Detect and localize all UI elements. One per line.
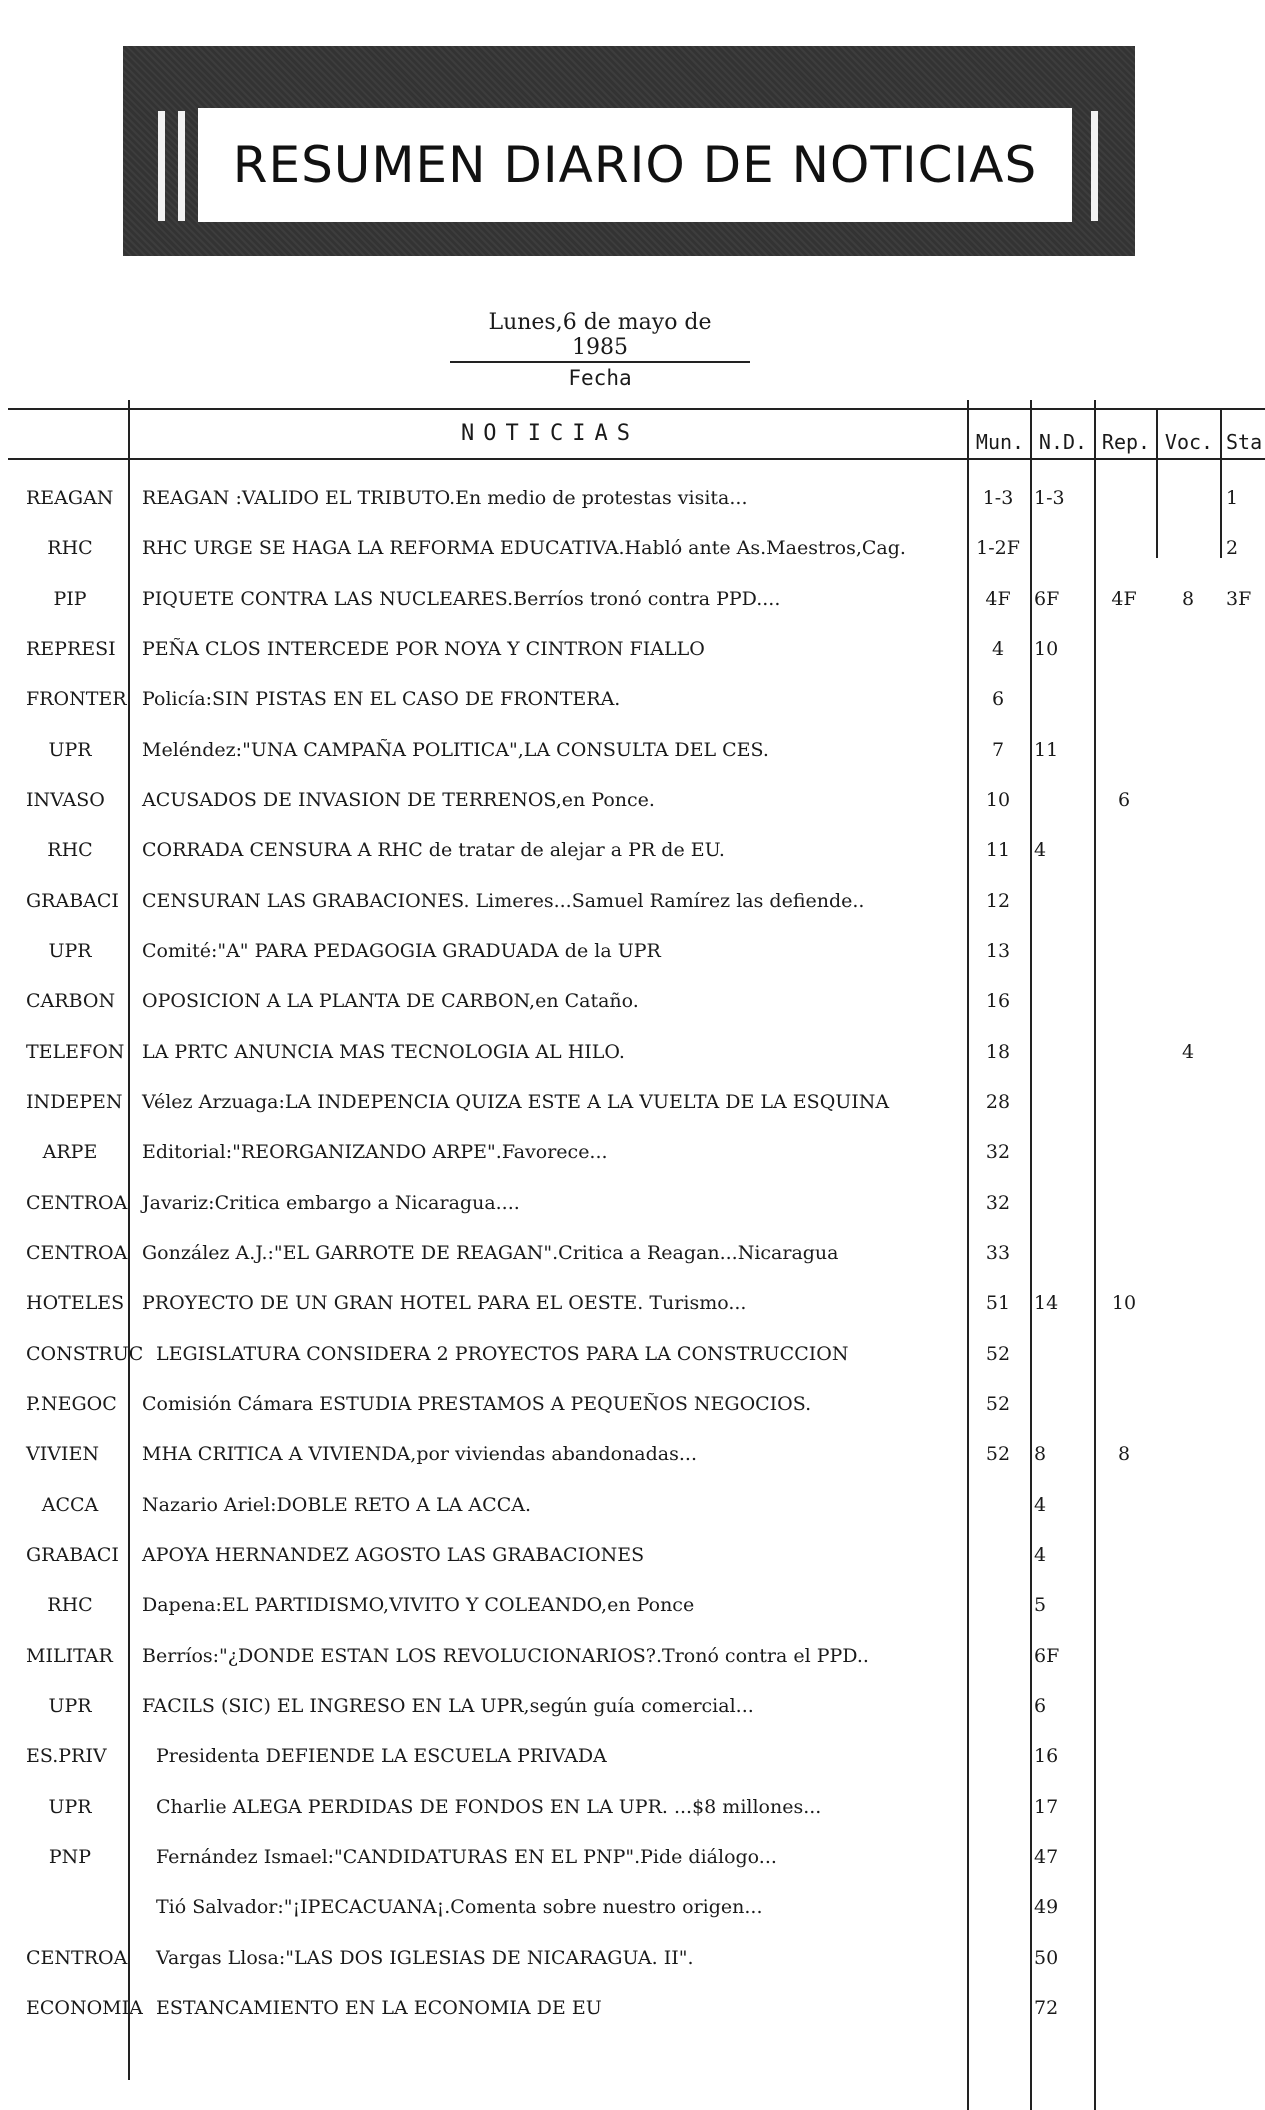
table-row [0,474,1265,524]
row-headline: APOYA HERNANDEZ AGOSTO LAS GRABACIONES [142,1543,645,1566]
table-top-rule [8,408,1265,410]
table-row [0,1581,1265,1631]
table-row [0,524,1265,574]
date-block [450,310,750,390]
row-tag: GRABACI [26,889,119,912]
table-row [0,1682,1265,1732]
date-label: Fecha [568,366,632,390]
row-tag: ES.PRIV [26,1745,107,1768]
row-headline: CENSURAN LAS GRABACIONES. Limeres...Samuel Ramírez las defiende.. [142,889,865,912]
row-tag: CENTROA [26,1191,128,1214]
row-nd-page: 17 [1034,1795,1059,1818]
table-row [0,1179,1265,1229]
row-tag: CENTROA [26,1946,128,1969]
row-headline: PIQUETE CONTRA LAS NUCLEARES.Berríos tronó contra PPD.... [142,587,781,610]
row-headline: Javariz:Critica embargo a Nicaragua.... [142,1191,520,1214]
table-row [0,1430,1265,1480]
row-tag: UPR [48,1694,92,1717]
date-value: Lunes,6 de mayo de 1985 [450,310,750,363]
row-mun-page: 7 [991,738,1005,761]
table-row [0,1984,1265,2034]
column-header-mun: Mun. [975,430,1025,454]
table-row [0,1732,1265,1782]
table-row [0,1632,1265,1682]
row-sta-page: 2 [1226,537,1239,560]
row-headline: Editorial:"REORGANIZANDO ARPE".Favorece... [142,1141,608,1164]
row-mun-page: 1-2F [976,537,1020,560]
row-nd-page: 1-3 [1034,487,1065,509]
row-tag: RHC [47,839,93,862]
row-tag: ACCA [41,1493,99,1516]
row-tag: VIVIEN [26,1443,99,1466]
table-row [0,1783,1265,1833]
row-headline: Vargas Llosa:"LAS DOS IGLESIAS DE NICARAGUA. II". [156,1946,694,1969]
row-tag: HOTELES [26,1292,125,1315]
row-nd-page: 16 [1034,1745,1059,1768]
table-header-rule [8,458,1265,460]
row-mun-page: 32 [985,1191,1011,1214]
row-nd-page: 49 [1034,1896,1059,1919]
row-mun-page: 6 [991,688,1005,711]
row-nd-page: 50 [1034,1946,1059,1969]
row-mun-page: 10 [985,788,1011,811]
row-headline: OPOSICION A LA PLANTA DE CARBON,en Cataño. [142,990,639,1013]
row-headline: CORRADA CENSURA A RHC de tratar de alejar a PR de EU. [142,839,725,862]
row-nd-page: 5 [1034,1594,1047,1617]
row-nd-page: 8 [1034,1443,1047,1466]
row-headline: Charlie ALEGA PERDIDAS DE FONDOS EN LA UPR. ...$8 millones... [156,1795,822,1818]
row-headline: PROYECTO DE UN GRAN HOTEL PARA EL OESTE. Turismo... [142,1292,747,1315]
table-row [0,1128,1265,1178]
column-header-noticias: NOTICIAS [461,421,639,446]
table-row [0,1229,1265,1279]
row-tag: UPR [48,939,92,962]
row-tag: CARBON [26,990,116,1013]
row-tag: FRONTER [26,688,127,711]
row-nd-page: 14 [1034,1292,1059,1315]
row-headline: Berríos:"¿DONDE ESTAN LOS REVOLUCIONARIOS?.Tronó contra el PPD.. [142,1644,869,1667]
row-headline: Policía:SIN PISTAS EN EL CASO DE FRONTERA. [142,688,621,711]
row-mun-page: 52 [985,1342,1011,1365]
row-mun-page: 4F [985,587,1011,610]
row-tag: REAGAN [26,487,114,509]
row-tag: PIP [53,587,87,610]
row-mun-page: 33 [985,1241,1011,1264]
row-sta-page: 1 [1226,487,1239,509]
row-nd-page: 4 [1034,1493,1047,1516]
table-row [0,1934,1265,1984]
row-headline: PEÑA CLOS INTERCEDE POR NOYA Y CINTRON FIALLO [142,637,705,660]
table-row [0,1028,1265,1078]
column-header-voc: Voc. [1164,430,1214,454]
row-nd-page: 4 [1034,1543,1047,1566]
table-row [0,1380,1265,1430]
row-voc-page: 8 [1181,587,1195,610]
row-headline: FACILS (SIC) EL INGRESO EN LA UPR,según guía comercial... [142,1694,754,1717]
row-mun-page: 18 [985,1040,1011,1063]
row-tag: GRABACI [26,1543,119,1566]
row-rep-page: 10 [1111,1292,1137,1315]
column-header-rep: Rep. [1101,430,1151,454]
row-nd-page: 11 [1034,738,1059,761]
row-headline: ACUSADOS DE INVASION DE TERRENOS,en Ponce. [142,788,655,811]
masthead-box [198,108,1072,222]
row-headline: Comité:"A" PARA PEDAGOGIA GRADUADA de la UPR [142,939,661,962]
row-tag: UPR [48,1795,92,1818]
row-headline: LEGISLATURA CONSIDERA 2 PROYECTOS PARA LA CONSTRUCCION [156,1342,849,1365]
row-sta-page: 3F [1226,587,1252,610]
row-headline: MHA CRITICA A VIVIENDA,por viviendas abandonadas... [142,1443,697,1466]
table-row [0,675,1265,725]
row-tag: CONSTRUC [26,1342,144,1365]
row-nd-page: 6F [1034,587,1060,610]
row-nd-page: 10 [1034,637,1059,660]
row-tag: RHC [47,537,93,560]
row-nd-page: 72 [1034,1996,1059,2019]
row-tag: RHC [47,1594,93,1617]
table-row [0,1279,1265,1329]
row-headline: Presidenta DEFIENDE LA ESCUELA PRIVADA [156,1745,607,1768]
table-row [0,726,1265,776]
row-nd-page: 6F [1034,1644,1060,1667]
row-mun-page: 28 [985,1090,1011,1113]
row-tag: TELEFON [26,1040,125,1063]
column-header-sta: Sta [1226,430,1263,454]
row-nd-page: 6 [1034,1694,1047,1717]
table-row [0,1330,1265,1380]
row-mun-page: 52 [985,1392,1011,1415]
table-row [0,927,1265,977]
row-mun-page: 16 [985,990,1011,1013]
row-headline: Comisión Cámara ESTUDIA PRESTAMOS A PEQUEÑOS NEGOCIOS. [142,1392,812,1415]
row-rep-page: 8 [1117,1443,1131,1466]
table-row [0,776,1265,826]
table-row [0,826,1265,876]
row-mun-page: 13 [985,939,1011,962]
row-tag: PNP [48,1845,92,1868]
row-tag: INDEPEN [26,1090,123,1113]
row-tag: ECONOMIA [26,1996,143,2019]
row-tag: INVASO [26,788,105,811]
row-nd-page: 4 [1034,839,1047,862]
row-rep-page: 6 [1117,788,1131,811]
news-table-body [0,474,1265,2034]
table-row [0,877,1265,927]
row-mun-page: 32 [985,1141,1011,1164]
row-tag: MILITAR [26,1644,113,1667]
masthead-banner [123,46,1135,256]
row-tag: ARPE [42,1141,98,1164]
row-mun-page: 51 [985,1292,1011,1315]
row-headline: LA PRTC ANUNCIA MAS TECNOLOGIA AL HILO. [142,1040,625,1063]
row-headline: Fernández Ismael:"CANDIDATURAS EN EL PNP".Pide diálogo... [156,1845,777,1868]
table-row [0,625,1265,675]
column-header-nd: N.D. [1038,430,1088,454]
banner-stripe [178,111,185,221]
banner-stripe [158,111,165,221]
row-headline: Vélez Arzuaga:LA INDEPENCIA QUIZA ESTE A LA VUELTA DE LA ESQUINA [142,1090,890,1113]
row-tag: P.NEGOC [26,1392,117,1415]
row-headline: González A.J.:"EL GARROTE DE REAGAN".Critica a Reagan...Nicaragua [142,1241,839,1264]
table-row [0,575,1265,625]
row-tag: CENTROA [26,1241,128,1264]
table-row [0,1883,1265,1933]
table-row [0,1481,1265,1531]
row-tag: UPR [48,738,92,761]
table-row [0,1531,1265,1581]
row-headline: Dapena:EL PARTIDISMO,VIVITO Y COLEANDO,en Ponce [142,1594,695,1617]
row-mun-page: 4 [991,637,1005,660]
row-headline: RHC URGE SE HAGA LA REFORMA EDUCATIVA.Habló ante As.Maestros,Cag. [142,537,906,560]
row-tag: REPRESI [26,637,116,660]
row-voc-page: 4 [1181,1040,1195,1063]
row-rep-page: 4F [1111,587,1137,610]
row-headline: REAGAN :VALIDO EL TRIBUTO.En medio de protestas visita... [142,487,748,509]
banner-stripe [1091,111,1098,221]
row-mun-page: 1-3 [982,487,1014,509]
row-mun-page: 52 [985,1443,1011,1466]
table-row [0,1078,1265,1128]
row-nd-page: 47 [1034,1845,1059,1868]
table-row [0,977,1265,1027]
row-mun-page: 12 [985,889,1011,912]
row-mun-page: 11 [985,839,1011,862]
row-headline: Tió Salvador:"¡IPECACUANA¡.Comenta sobre nuestro origen... [156,1896,763,1919]
table-row [0,1833,1265,1883]
row-headline: ESTANCAMIENTO EN LA ECONOMIA DE EU [156,1996,602,2019]
row-headline: Meléndez:"UNA CAMPAÑA POLITICA",LA CONSULTA DEL CES. [142,738,769,761]
page-title: RESUMEN DIARIO DE NOTICIAS [232,136,1038,194]
row-headline: Nazario Ariel:DOBLE RETO A LA ACCA. [142,1493,531,1516]
